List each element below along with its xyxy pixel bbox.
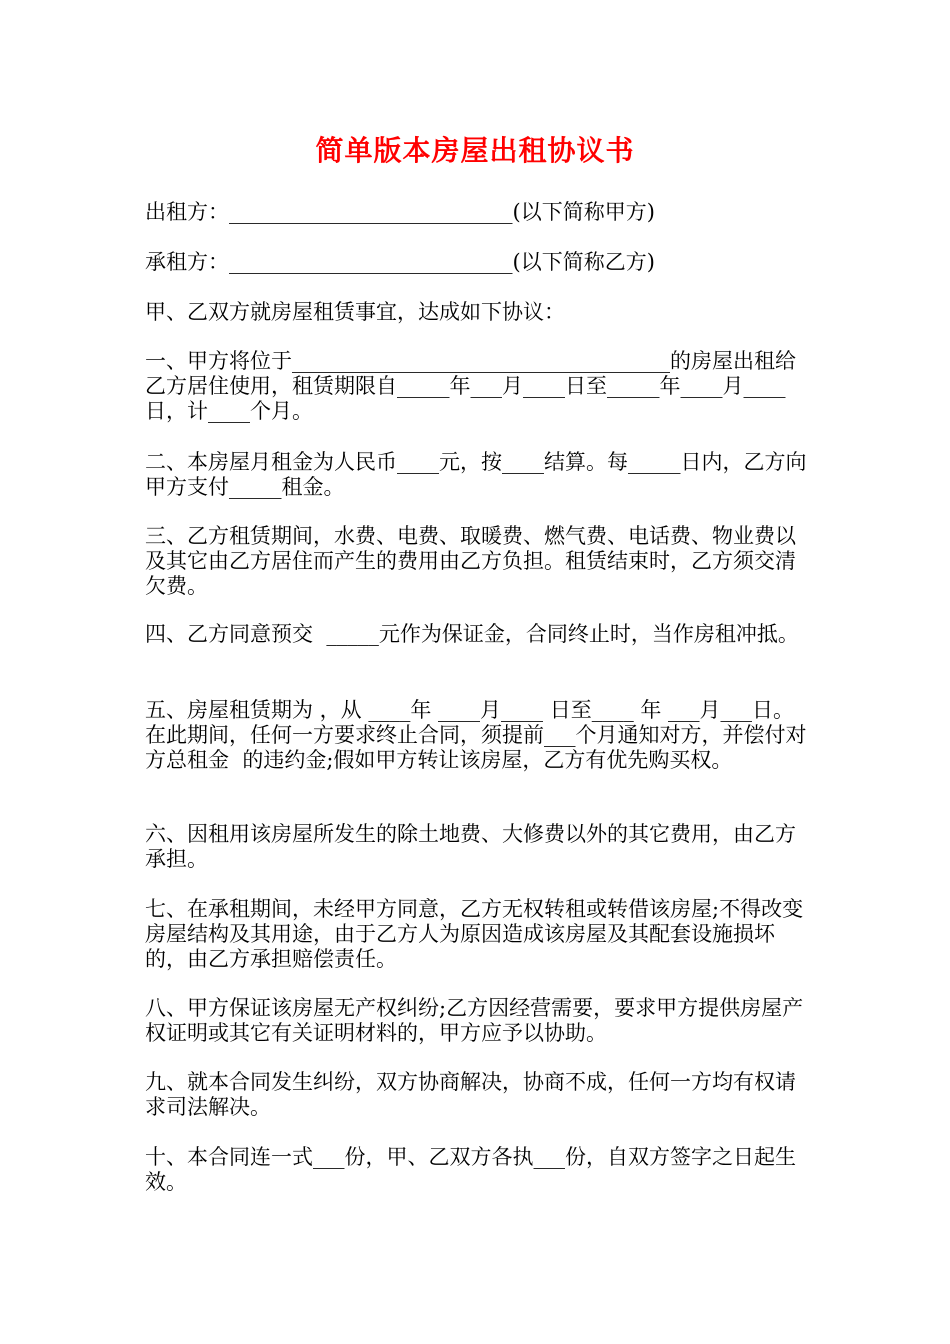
clause-5: 五、房屋租赁期为 ，从 ____年 ____月____ 日至____ 年 ___月___日。在此期间，任何一方要求终止合同，须提前___个月通知对方，并偿付对方总租金 的违约金;假如甲方转让该房屋，乙方有优先购买权。 [145,698,807,772]
lessee-line: 承租方：___________________________(以下简称乙方) [145,250,655,274]
clause-3: 三、乙方租赁期间，水费、电费、取暖费、燃气费、电话费、物业费以及其它由乙方居住而产生的费用由乙方负担。租赁结束时，乙方须交清欠费。 [145,524,796,598]
clause-2: 二、本房屋月租金为人民币____元，按____结算。每_____日内，乙方向甲方支付_____租金。 [145,450,807,499]
clause-8: 八、甲方保证该房屋无产权纠纷;乙方因经营需要，要求甲方提供房屋产权证明或其它有关证明材料的，甲方应予以协助。 [145,996,804,1045]
clause-4: 四、乙方同意预交 _____元作为保证金，合同终止时，当作房租冲抵。 [145,622,799,646]
document-title: 简单版本房屋出租协议书 [315,134,635,167]
lessor-line: 出租方：___________________________(以下简称甲方) [145,200,655,224]
clause-6: 六、因租用该房屋所发生的除土地费、大修费以外的其它费用，由乙方承担。 [145,822,796,871]
clause-1: 一、甲方将位于____________________________________的房屋出租给乙方居住使用，租赁期限自_____年___月____日至_____年____月____日，计____个月。 [145,349,796,423]
clause-7: 七、在承租期间，未经甲方同意，乙方无权转租或转借该房屋;不得改变房屋结构及其用途，由于乙方人为原因造成该房屋及其配套设施损坏的，由乙方承担赔偿责任。 [145,897,804,971]
intro-paragraph: 甲、乙双方就房屋租赁事宜，达成如下协议： [145,300,565,324]
clause-10: 十、本合同连一式___份，甲、乙双方各执___份，自双方签字之日起生效。 [145,1145,796,1194]
clause-9: 九、就本合同发生纠纷，双方协商解决，协商不成，任何一方均有权请求司法解决。 [145,1070,796,1119]
